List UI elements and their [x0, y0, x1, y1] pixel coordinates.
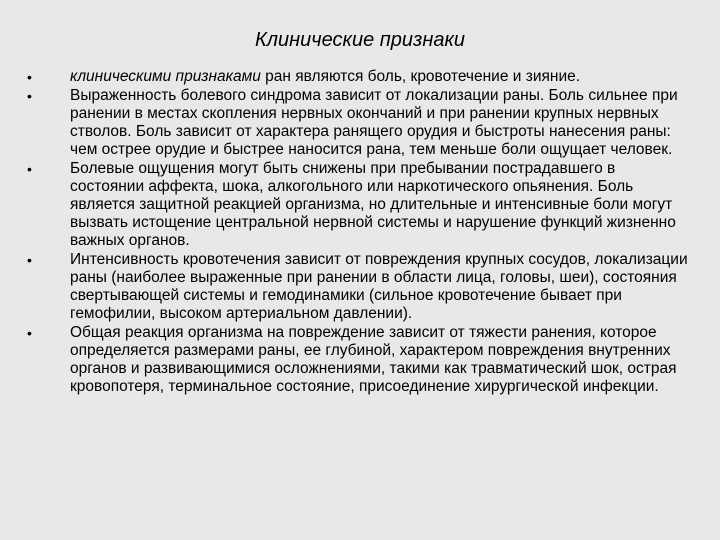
- list-item: [22, 87, 692, 159]
- list-item-text: Болевые ощущения могут быть снижены при пребывании пострадавшего в состоянии аффекта, шока, алкогольного или наркотического опьянения. Боль является защитной реакцией организма, но длительные и интенсивные боли могут вызвать истощение центральной нервной системы и нарушение функций жизненно важных органов.: [70, 160, 676, 249]
- bullet-list: [22, 68, 692, 397]
- list-item: [22, 160, 692, 250]
- bullet-icon: •: [27, 88, 32, 104]
- slide-title: Клинические признаки: [254, 29, 466, 51]
- list-item-text: ран являются боль, кровотечение и зияние.: [260, 68, 581, 85]
- list-item-text: Интенсивность кровотечения зависит от повреждения крупных сосудов, локализации раны (наиболее выраженные при ранении в области лица, головы, шеи), состояния свертывающей системы и гемодинамики (сильное кровотечение бывает при гемофилии, высоком артериальном давлении).: [70, 251, 688, 322]
- list-item-lead: клиническими признаками: [70, 68, 261, 85]
- list-item-text: Выраженность болевого синдрома зависит от локализации раны. Боль сильнее при ранении в местах скопления нервных окончаний и при ранении крупных нервных стволов. Боль зависит от характера ранящего орудия и быстроты нанесения раны: чем острее орудие и быстрее наносится рана, тем меньше боли ощущает человек.: [70, 87, 678, 158]
- list-item-text: Общая реакция организма на повреждение зависит от тяжести ранения, которое определяется размерами раны, ее глубиной, характером повреждения внутренних органов и развивающимися осложнениями, такими как травматический шок, острая кровопотеря, терминальное состояние, присоединение хирургической инфекции.: [70, 324, 677, 395]
- bullet-icon: •: [27, 161, 32, 177]
- list-item: [22, 68, 692, 86]
- bullet-icon: •: [27, 325, 32, 341]
- bullet-icon: •: [27, 69, 32, 85]
- list-item: [22, 324, 692, 396]
- bullet-icon: •: [27, 252, 32, 268]
- list-item: [22, 251, 692, 323]
